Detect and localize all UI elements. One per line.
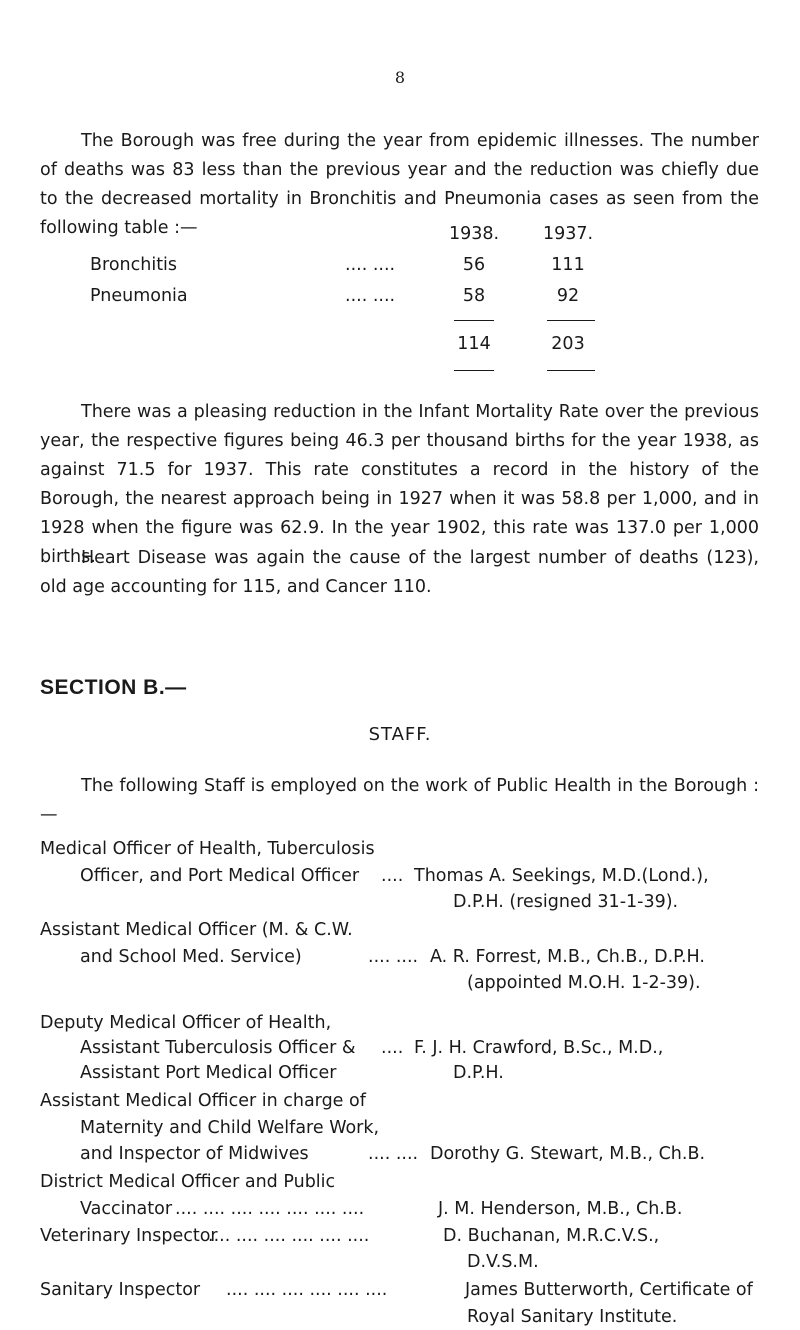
row-label-bronchitis: Bronchitis	[90, 255, 178, 275]
staff-title-line: Assistant Medical Officer in charge of	[40, 1090, 366, 1111]
staff-title-line: Medical Officer of Health, Tuberculosis	[40, 839, 375, 859]
staff-leader: .... ....	[368, 1143, 419, 1164]
staff-name-line: A. R. Forrest, M.B., Ch.B., D.P.H.	[430, 946, 705, 967]
rule-below-total	[547, 370, 595, 371]
staff-name-line: Thomas A. Seekings, M.D.(Lond.),	[414, 866, 709, 887]
staff-name-line: D. Buchanan, M.R.C.V.S.,	[443, 1226, 660, 1247]
staff-title-line: and School Med. Service)	[80, 946, 302, 967]
staff-name-line: Dorothy G. Stewart, M.B., Ch.B.	[430, 1143, 706, 1164]
staff-leader: ....	[381, 1038, 404, 1059]
row-leader: .... ....	[345, 286, 396, 306]
row-label-pneumonia: Pneumonia	[90, 286, 188, 306]
staff-name-line: Royal Sanitary Institute.	[467, 1306, 678, 1327]
staff-title-line: Assistant Medical Officer (M. & C.W.	[40, 920, 353, 941]
staff-heading: STAFF.	[368, 724, 432, 745]
infant-mortality-text: There was a pleasing reduction in the Infant Mortality Rate over the previous year, the respective figures being 46.3 per thousand births for the year 1938, as against 71.5 for 1937. This rate constitutes a record in the history of the Borough, the nearest approach being in 1927 when it was 58.8 per 1,000, and in 1928 when the figure was 62.9. In the year 1902, this rate was 137.0 per 1,000 births.	[40, 402, 759, 567]
staff-leader: .... .... .... .... .... ....	[226, 1280, 388, 1301]
staff-leader: .... .... .... .... .... ....	[208, 1226, 370, 1247]
staff-name-line: (appointed M.O.H. 1-2-39).	[467, 972, 701, 993]
staff-title-line: Veterinary Inspector	[40, 1226, 218, 1247]
staff-name-line: F. J. H. Crawford, B.Sc., M.D.,	[414, 1038, 664, 1059]
staff-leader: ....	[381, 866, 404, 887]
intro-paragraph	[40, 127, 759, 243]
heart-disease-text: Heart Disease was again the cause of the largest number of deaths (123), old age accounting for 115, and Cancer 110.	[40, 548, 759, 597]
staff-title-line: Sanitary Inspector	[40, 1280, 201, 1301]
staff-name-line: D.P.H.	[453, 1063, 504, 1084]
section-heading: SECTION B.—	[40, 676, 187, 699]
column-header-1938: 1938.	[448, 224, 500, 244]
staff-name-line: J. M. Henderson, M.B., Ch.B.	[438, 1198, 683, 1219]
staff-name-line: D.V.S.M.	[467, 1252, 539, 1273]
staff-title-line: Deputy Medical Officer of Health,	[40, 1012, 332, 1033]
heart-disease-paragraph	[40, 544, 759, 602]
page-number: 8	[394, 68, 406, 87]
staff-name-line: James Butterworth, Certificate of	[465, 1280, 753, 1301]
staff-title-line: Maternity and Child Welfare Work,	[80, 1117, 380, 1138]
cell-pneumonia-1938: 58	[462, 286, 486, 306]
intro-text: The Borough was free during the year from epidemic illnesses. The number of deaths was 83 less than the previous year and the reduction was chiefly due to the decreased mortality in Bronchitis and Pneumonia cases as seen from the following table :—	[40, 131, 759, 238]
staff-title-line: Vaccinator	[80, 1198, 173, 1219]
cell-bronchitis-1938: 56	[462, 255, 486, 275]
staff-title-line: District Medical Officer and Public	[40, 1171, 336, 1192]
staff-title-line: Assistant Tuberculosis Officer &	[80, 1038, 356, 1059]
total-1938: 114	[457, 334, 491, 354]
staff-title-line: Assistant Port Medical Officer	[80, 1063, 337, 1084]
rule-below-total	[454, 370, 494, 371]
row-leader: .... ....	[345, 255, 396, 275]
staff-intro-paragraph	[40, 772, 759, 830]
staff-title-line: Officer, and Port Medical Officer	[80, 866, 360, 887]
cell-bronchitis-1937: 111	[551, 255, 585, 275]
rule-above-total	[547, 320, 595, 321]
staff-name-line: D.P.H. (resigned 31-1-39).	[453, 892, 679, 913]
staff-intro-text: The following Staff is employed on the work of Public Health in the Borough :—	[40, 776, 759, 825]
cell-pneumonia-1937: 92	[556, 286, 580, 306]
staff-leader: .... ....	[368, 946, 419, 967]
rule-above-total	[454, 320, 494, 321]
total-1937: 203	[551, 334, 585, 354]
staff-title-line: and Inspector of Midwives	[80, 1143, 309, 1164]
staff-leader: .... .... .... .... .... .... ....	[175, 1198, 365, 1219]
column-header-1937: 1937.	[542, 224, 594, 244]
